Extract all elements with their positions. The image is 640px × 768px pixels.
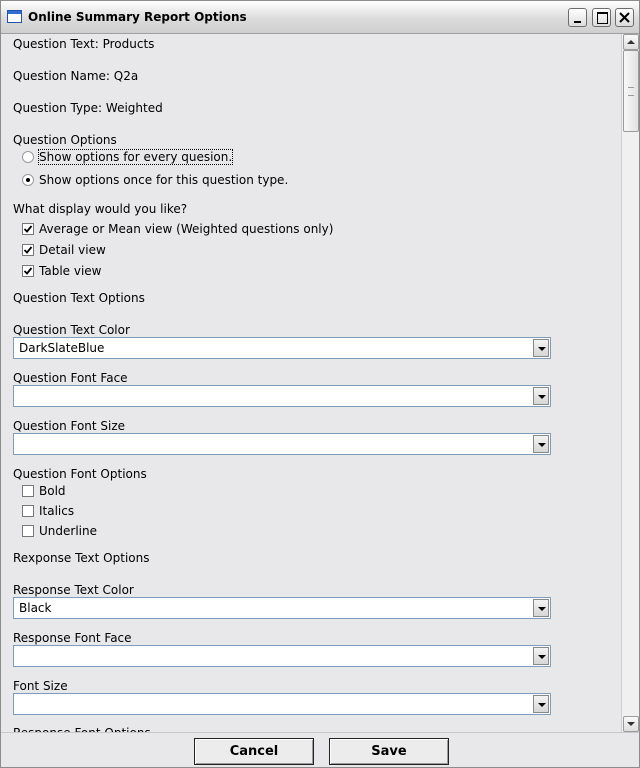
checkbox-table-view-label[interactable]: Table view — [39, 264, 102, 278]
checkbox-detail-view-label[interactable]: Detail view — [39, 243, 106, 257]
radio-every-question[interactable] — [22, 151, 34, 163]
question-text-color-value: DarkSlateBlue — [19, 341, 105, 355]
question-name-label: Question Name: Q2a — [13, 69, 139, 83]
check-icon — [23, 245, 33, 255]
checkbox-underline[interactable] — [22, 525, 34, 537]
radio-every-question-label[interactable]: Show options for every quesion. — [39, 150, 233, 164]
maximize-button[interactable] — [592, 8, 611, 27]
question-text-color-label: Question Text Color — [13, 323, 130, 337]
response-text-color-select[interactable] — [13, 597, 551, 619]
display-heading: What display would you like? — [13, 202, 188, 216]
response-text-color-value: Black — [19, 601, 52, 615]
response-text-color-label: Response Text Color — [13, 583, 134, 597]
response-font-face-select[interactable] — [13, 645, 551, 667]
cancel-button[interactable]: Cancel — [194, 738, 314, 765]
vertical-scrollbar[interactable] — [621, 34, 639, 732]
title-bar[interactable] — [1, 1, 639, 34]
question-options-heading: Question Options — [13, 133, 117, 147]
question-font-size-label: Question Font Size — [13, 419, 126, 433]
checkbox-italics-label[interactable]: Italics — [39, 504, 75, 518]
question-font-face-label: Question Font Face — [13, 371, 128, 385]
question-font-options-heading: Question Font Options — [13, 467, 147, 481]
scrollbar-thumb[interactable] — [623, 50, 639, 132]
question-type-label: Question Type: Weighted — [13, 101, 163, 115]
response-font-size-select[interactable] — [13, 693, 551, 715]
checkbox-table-view[interactable] — [22, 265, 34, 277]
checkbox-bold-label[interactable]: Bold — [39, 484, 66, 498]
options-form — [1, 34, 621, 732]
response-font-size-label: Font Size — [13, 679, 68, 693]
close-icon — [619, 12, 630, 23]
close-button[interactable] — [615, 8, 634, 27]
scroll-up-arrow-icon[interactable] — [623, 34, 639, 50]
chevron-down-icon[interactable] — [533, 599, 549, 617]
question-text-options-heading: Question Text Options — [13, 291, 145, 305]
checkbox-detail-view[interactable] — [22, 244, 34, 256]
checkbox-italics[interactable] — [22, 505, 34, 517]
checkbox-bold[interactable] — [22, 485, 34, 497]
response-font-face-label: Response Font Face — [13, 631, 132, 645]
minimize-button[interactable] — [568, 8, 587, 27]
window-icon — [7, 10, 22, 23]
response-text-options-heading: Rexponse Text Options — [13, 551, 150, 565]
check-icon — [23, 266, 33, 276]
chevron-down-icon[interactable] — [533, 647, 549, 665]
checkbox-average-view[interactable] — [22, 223, 34, 235]
check-icon — [23, 224, 33, 234]
question-text-color-select[interactable] — [13, 337, 551, 359]
question-font-size-select[interactable] — [13, 433, 551, 455]
button-bar — [1, 732, 639, 767]
question-text-label: Question Text: Products — [13, 37, 155, 51]
chevron-down-icon[interactable] — [533, 695, 549, 713]
chevron-down-icon[interactable] — [533, 387, 549, 405]
chevron-down-icon[interactable] — [533, 339, 549, 357]
question-font-face-select[interactable] — [13, 385, 551, 407]
window-title: Online Summary Report Options — [28, 10, 247, 24]
radio-once-per-type-label[interactable]: Show options once for this question type. — [39, 173, 289, 187]
save-button[interactable]: Save — [329, 738, 449, 765]
checkbox-underline-label[interactable]: Underline — [39, 524, 97, 538]
radio-once-per-type[interactable] — [22, 174, 34, 186]
checkbox-average-view-label[interactable]: Average or Mean view (Weighted questions only) — [39, 222, 334, 236]
chevron-down-icon[interactable] — [533, 435, 549, 453]
scroll-down-arrow-icon[interactable] — [623, 716, 639, 732]
